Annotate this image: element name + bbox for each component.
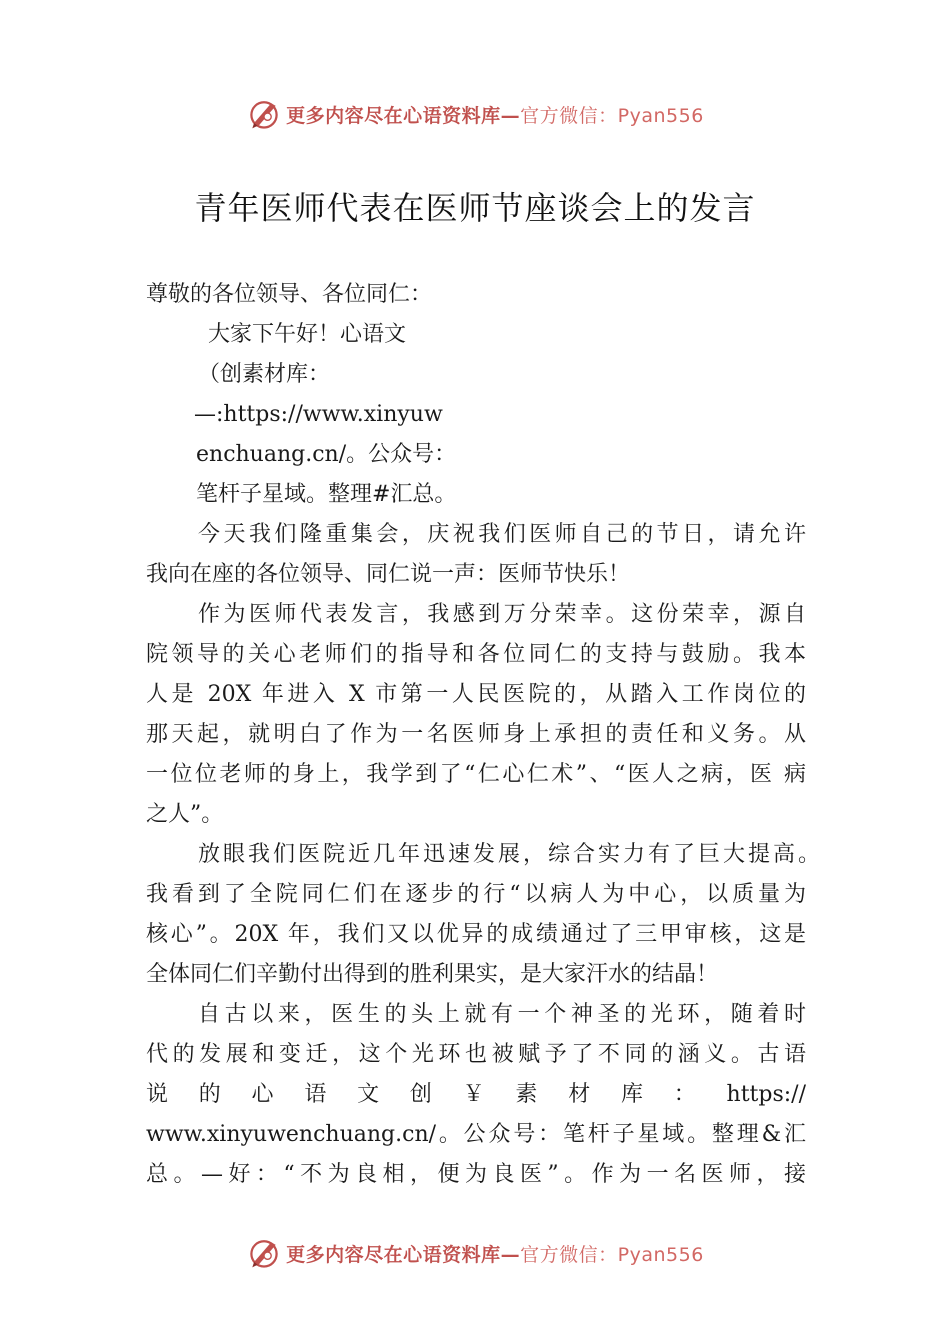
paragraph-line: 人是 20X 年进入 X 市第一人民医院的，从踏入工作岗位的: [146, 682, 806, 707]
paragraph-line: 那天起，就明白了作为一名医师身上承担的责任和义务。从: [146, 722, 806, 747]
source-line-1: （创素材库：: [198, 362, 331, 387]
document-body: [146, 275, 820, 1195]
paragraph-line: 今天我们隆重集会，庆祝我们医师自己的节日，请允许: [198, 522, 806, 547]
paragraph-line: 总。—好：“不为良相，便为良医”。作为一名医师，接: [146, 1162, 806, 1187]
paragraph-line: 我看到了全院同仁们在逐步的行“以病人为中心，以质量为: [146, 882, 806, 907]
paragraph-line: 自古以来，医生的头上就有一个神圣的光环，随着时: [198, 1002, 806, 1027]
source-line-4: 笔杆子星域。整理#汇总。: [196, 482, 457, 507]
banner-text: 更多内容尽在心语资料库—: [286, 104, 521, 127]
paragraph-line: 院领导的关心老师们的指导和各位同仁的支持与鼓励。我本: [146, 642, 806, 667]
paragraph-line: www.xinyuwenchuang.cn/。公众号：笔杆子星域。整理&汇: [146, 1122, 806, 1147]
paragraph-line: 放眼我们医院近几年迅速发展，综合实力有了巨大提高。: [198, 842, 820, 867]
banner-wechat: 官方微信：Pyan556: [520, 104, 704, 127]
paragraph-line: 之人”。: [146, 802, 224, 827]
source-line-3: enchuang.cn/。公众号：: [196, 442, 457, 467]
banner-text: 更多内容尽在心语资料库—: [286, 1243, 521, 1266]
paragraph-line: 作为医师代表发言，我感到万分荣幸。这份荣幸，源自: [198, 602, 806, 627]
paragraph-line: 一位位老师的身上，我学到了“仁心仁术”、“医人之病，医 病: [146, 762, 806, 787]
hello-line: 大家下午好！心语文: [208, 322, 407, 347]
header-banner: [0, 94, 950, 134]
page-title: 青年医师代表在医师节座谈会上的发言: [194, 189, 756, 227]
paragraph-line: 代的发展和变迁，这个光环也被赋予了不同的涵义。古语: [146, 1042, 806, 1067]
pen-logo-icon: [246, 96, 282, 132]
greeting: 尊敬的各位领导、各位同仁：: [146, 282, 433, 307]
footer-banner: [0, 1233, 950, 1273]
banner-wechat: 官方微信：Pyan556: [520, 1243, 704, 1266]
source-line-2: —:https://www.xinyuw: [194, 402, 443, 427]
pen-logo-icon: [246, 1235, 282, 1271]
paragraph-line: 全体同仁们辛勤付出得到的胜利果实，是大家汗水的结晶！: [146, 962, 719, 987]
paragraph-line: 我向在座的各位领导、同仁说一声：医师节快乐！: [146, 562, 631, 587]
paragraph-line: 说 的 心 语 文 创 ￥ 素 材 库 ： https://: [146, 1082, 806, 1107]
paragraph-line: 核心”。20X 年，我们又以优异的成绩通过了三甲审核，这是: [146, 922, 806, 947]
